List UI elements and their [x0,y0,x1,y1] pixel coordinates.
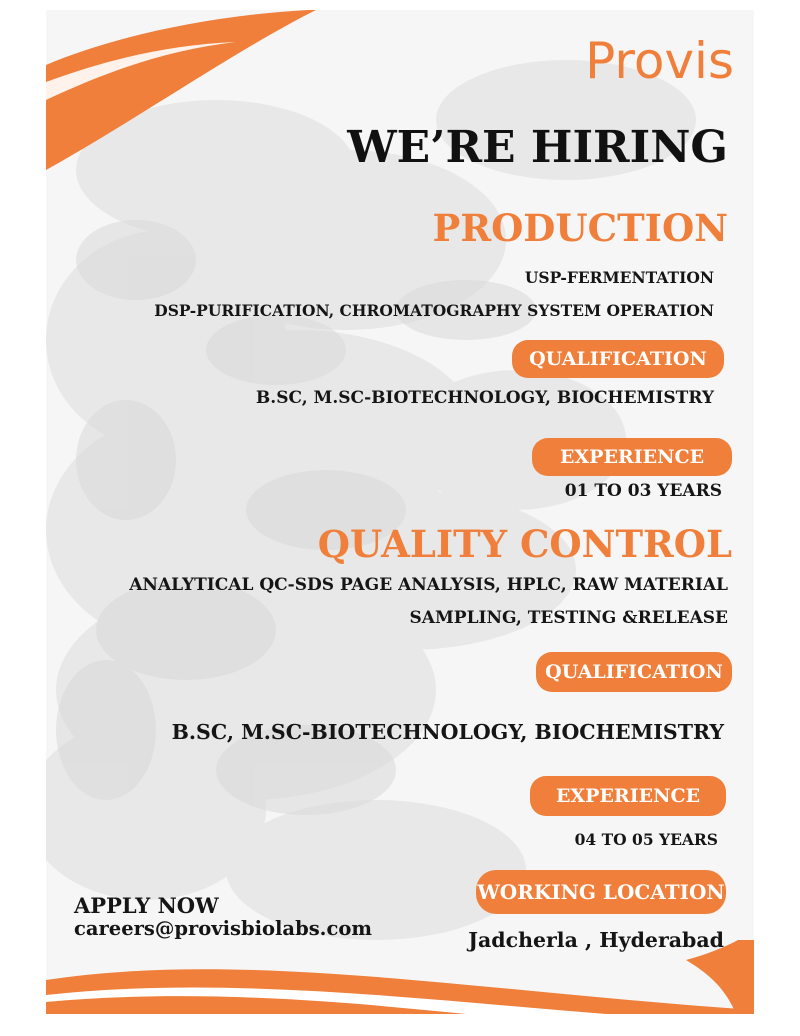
quality-control-title: QUALITY CONTROL [317,522,732,566]
production-title: PRODUCTION [432,206,728,250]
quality-control-qualification: B.SC, M.SC-BIOTECHNOLOGY, BIOCHEMISTRY [171,720,724,744]
production-experience: 01 TO 03 YEARS [564,481,722,501]
production-qualification-badge: QUALIFICATION [512,340,724,378]
quality-control-role-2: SAMPLING, TESTING &RELEASE [409,608,728,628]
working-location-value: Jadcherla , Hyderabad [468,928,724,952]
quality-control-experience: 04 TO 05 YEARS [574,830,718,849]
apply-now-label: APPLY NOW [74,893,219,918]
top-left-swoosh-shape [46,10,316,180]
provis-logo: Provis [585,32,734,90]
hiring-poster [46,10,754,1014]
production-qualification: B.SC, M.SC-BIOTECHNOLOGY, BIOCHEMISTRY [255,388,714,408]
quality-control-role-1: ANALYTICAL QC-SDS PAGE ANALYSIS, HPLC, RAW MATERIAL [129,575,728,595]
production-role-1: USP-FERMENTATION [524,268,714,287]
headline: WE’RE HIRING [347,122,728,173]
production-experience-badge: EXPERIENCE [532,438,732,476]
careers-email[interactable]: careers@provisbiolabs.com [74,917,372,940]
working-location-badge: WORKING LOCATION [476,870,726,914]
quality-control-qualification-badge: QUALIFICATION [536,652,732,692]
production-role-2: DSP-PURIFICATION, CHROMATOGRAPHY SYSTEM OPERATION [154,301,714,320]
quality-control-experience-badge: EXPERIENCE [530,776,726,816]
